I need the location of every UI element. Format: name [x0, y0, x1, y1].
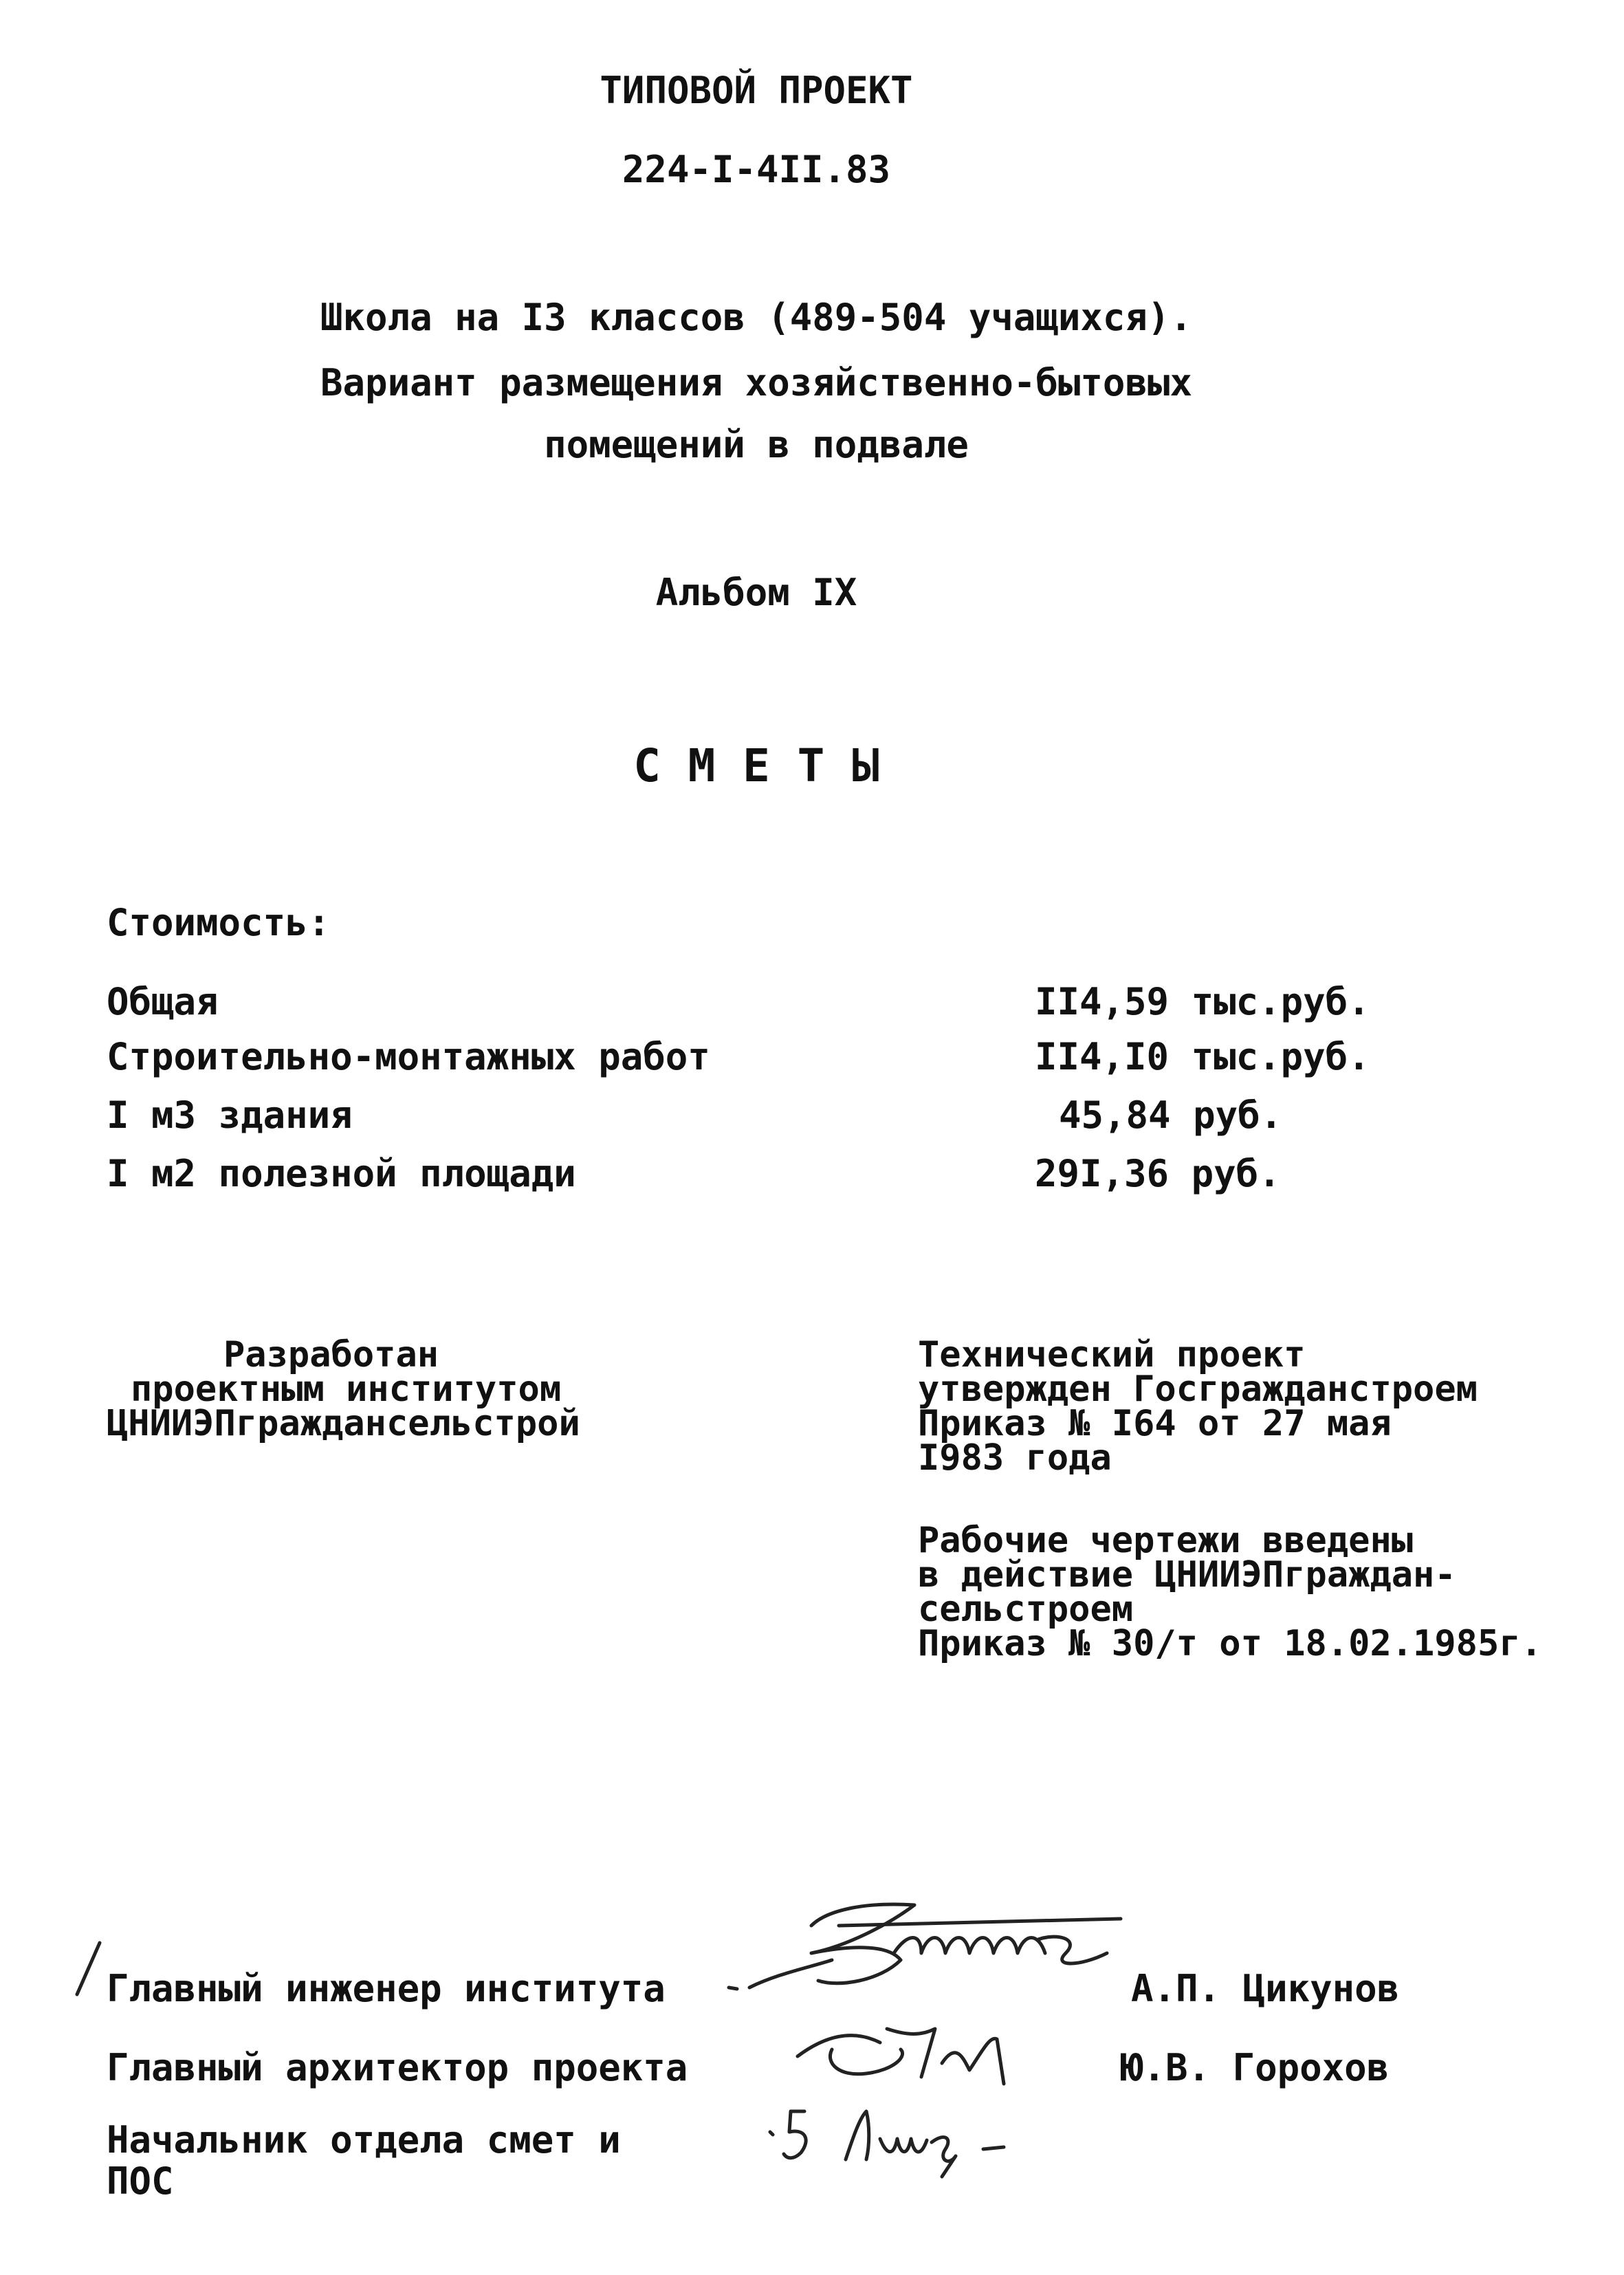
- cost-row-label: I м3 здания: [107, 1093, 353, 1137]
- signature-name: Ю.В. Горохов: [1121, 2046, 1390, 2089]
- approval-tech-line-2: утвержден Госгражданстроем: [918, 1369, 1478, 1410]
- title-line-1: Школа на I3 классов (489-504 учащихся).: [320, 296, 1192, 339]
- cost-row-label: I м2 полезной площади: [107, 1152, 576, 1195]
- cost-row-value: II4,59 тыс.руб.: [1035, 980, 1370, 1023]
- signature-role: Главный архитектор проекта: [107, 2046, 688, 2089]
- cost-row-value: 29I,36 руб.: [1035, 1152, 1281, 1195]
- approval-work-line-1: Рабочие чертежи введены: [918, 1520, 1414, 1561]
- approval-tech-line-4: I983 года: [918, 1437, 1112, 1479]
- developed-line-2: проектным институтом: [131, 1369, 562, 1410]
- signature-handwritten: [756, 2091, 1066, 2180]
- document-type: ТИПОВОЙ ПРОЕКТ: [600, 69, 913, 112]
- signature-role: Начальник отдела смет и: [107, 2118, 621, 2162]
- cost-row-label: Общая: [107, 980, 219, 1023]
- approval-tech-line-3: Приказ № I64 от 27 мая: [918, 1403, 1392, 1444]
- title-line-3: помещений в подвале: [544, 423, 969, 466]
- cost-heading: Стоимость:: [107, 901, 331, 944]
- signature-role: Главный инженер института: [107, 1967, 666, 2010]
- cost-row-value: II4,I0 тыс.руб.: [1035, 1035, 1370, 1078]
- signature-role-line-2: ПОС: [107, 2159, 174, 2203]
- project-number: 224-I-4II.83: [622, 148, 891, 191]
- approval-work-line-3: сельстроем: [918, 1589, 1134, 1630]
- approval-work-line-2: в действие ЦНИИЭПграждан-: [918, 1554, 1456, 1596]
- section-title: С М Е Т Ы: [633, 739, 879, 792]
- signature-handwritten: [784, 2008, 1059, 2098]
- title-line-2: Вариант размещения хозяйственно-бытовых: [320, 361, 1192, 404]
- signature-handwritten: [722, 1884, 1134, 2022]
- cost-row-label: Строительно-монтажных работ: [107, 1035, 710, 1078]
- cost-row-value: 45,84 руб.: [1059, 1093, 1283, 1137]
- developed-line-1: Разработан: [223, 1334, 439, 1375]
- developed-line-3: ЦНИИЭПграждансельстрой: [107, 1403, 580, 1444]
- approval-work-line-4: Приказ № 30/т от 18.02.1985г.: [918, 1623, 1542, 1664]
- approval-tech-line-1: Технический проект: [918, 1334, 1306, 1375]
- signature-name: А.П. Цикунов: [1131, 1967, 1400, 2010]
- tick-mark: [69, 1939, 110, 2001]
- album-label: Альбом IX: [655, 571, 857, 614]
